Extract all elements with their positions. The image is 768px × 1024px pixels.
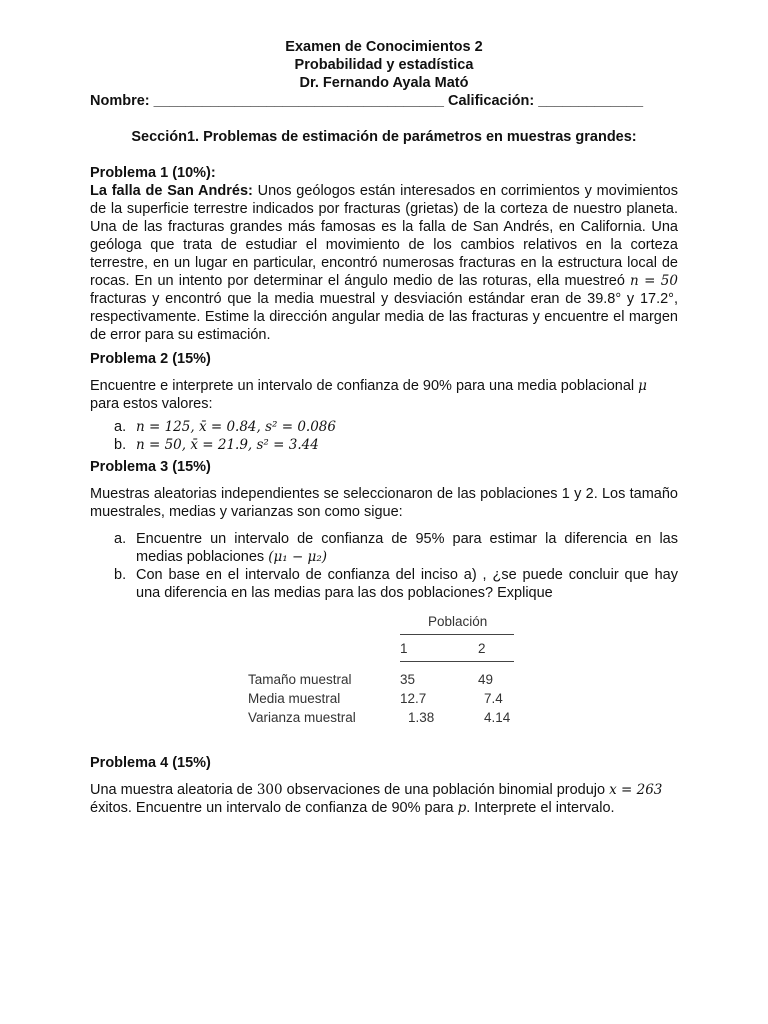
problem4-math-p: p (457, 800, 467, 816)
population-col1: 1 (400, 635, 478, 662)
problem2-item-b-math: n = 50, x̄ = 21.9, s² = 3.44 (136, 437, 319, 453)
problem1-heading: Problema 1 (10%): (90, 165, 216, 181)
problem1-lead: La falla de San Andrés: (90, 183, 253, 199)
table-row (248, 689, 514, 708)
population-col2: 2 (478, 635, 514, 662)
problem3-item-b (114, 566, 678, 602)
problem2-list (90, 418, 678, 454)
row-v2: 7.4 (484, 690, 503, 706)
problem1-text (90, 182, 678, 344)
problem3-item-b-marker: b. (114, 567, 127, 583)
problem1-text-a: Unos geólogos están interesados en corrimientos y movimientos de la superficie terrestre indicados por fracturas (grietas) de la corteza de nuestro planeta. Una de las fracturas grandes más famosas es la falla de San Andrés, en California. Una geóloga que trata de estudiar el movimiento de los cambios relativos en la corteza terrestre, en un lugar en particular, encontró numerosas fracturas en la estructura local de rocas. En un intento por determinar el ángulo medio de las roturas, ella muestreó (90, 183, 678, 289)
problem2-item-a-marker: a. (114, 419, 127, 435)
problem2-mu: μ (638, 378, 647, 394)
row-v1: 12.7 (400, 690, 427, 706)
problem4-text-d: . Interprete el intervalo. (466, 800, 615, 816)
problem3-item-a (114, 530, 678, 566)
table-row (248, 708, 514, 727)
problem3-item-b-text: Con base en el intervalo de confianza del inciso a) , ¿se puede concluir que hay una diferencia en las medias para las dos poblaciones? Explique (136, 567, 678, 601)
problem2-item-a (114, 418, 678, 436)
exam-title: Examen de Conocimientos 2 (285, 39, 483, 55)
row-v2: 4.14 (484, 709, 511, 725)
problem4-text-c: éxitos. Encuentre un intervalo de confianza de 90% para (90, 800, 458, 816)
problem1-text-b: fracturas y encontró que la media muestral y desviación estándar eran de 39.8° y 17.2°, respectivamente. Estime la dirección angular media de las fracturas y encuentre el margen de error para su estimación. (90, 291, 678, 343)
population-table-area (90, 602, 678, 752)
problem2-text (90, 377, 678, 413)
problem2-item-a-math: n = 125, x̄ = 0.84, s² = 0.086 (136, 419, 336, 435)
problem2-item-b-marker: b. (114, 437, 127, 453)
problem3-list (90, 530, 678, 602)
section-title: Sección1. Problemas de estimación de parámetros en muestras grandes: (131, 129, 637, 145)
problem1-math-n: n = 50 (630, 273, 678, 289)
table-row (248, 670, 514, 689)
problem2-text-a: Encuentre e interprete un intervalo de confianza de 90% para una media poblacional (90, 378, 639, 394)
problem4-math-300: 300 (256, 782, 283, 798)
problem3-item-a-text: Encuentre un intervalo de confianza de 95% para estimar la diferencia en las medias poblaciones (136, 531, 678, 565)
exam-subject: Probabilidad y estadística (294, 57, 474, 73)
problem4-text (90, 781, 678, 817)
problem3-heading: Problema 3 (15%) (90, 459, 211, 475)
row-label: Media muestral (248, 690, 341, 706)
exam-teacher: Dr. Fernando Ayala Mató (299, 75, 469, 91)
population-table (248, 612, 514, 727)
row-v1: 1.38 (408, 709, 435, 725)
problem4-text-a: Una muestra aleatoria de (90, 782, 257, 798)
exam-page (90, 38, 678, 817)
problem4-text-b: observaciones de una población binomial produjo (282, 782, 610, 798)
row-label: Tamaño muestral (248, 671, 352, 687)
problem4-math-x: x = 263 (609, 782, 663, 798)
problem3-item-a-marker: a. (114, 531, 127, 547)
problem3-text: Muestras aleatorias independientes se seleccionaron de las poblaciones 1 y 2. Los tamaño muestrales, medias y varianzas son como sigue: (90, 486, 678, 520)
problem2-text-b: para estos valores: (90, 396, 213, 412)
row-v1: 35 (400, 671, 416, 687)
population-header: Población (400, 612, 514, 635)
problem2-item-b (114, 436, 678, 454)
problem2-heading: Problema 2 (15%) (90, 351, 211, 367)
problem3-item-a-math: (μ₁ − μ₂) (268, 549, 328, 565)
problem4-heading: Problema 4 (15%) (90, 755, 211, 771)
row-label: Varianza muestral (248, 709, 356, 725)
row-v2: 49 (478, 671, 494, 687)
name-grade-line: Nombre: ____________________________________ Calificación: _____________ (90, 93, 644, 109)
